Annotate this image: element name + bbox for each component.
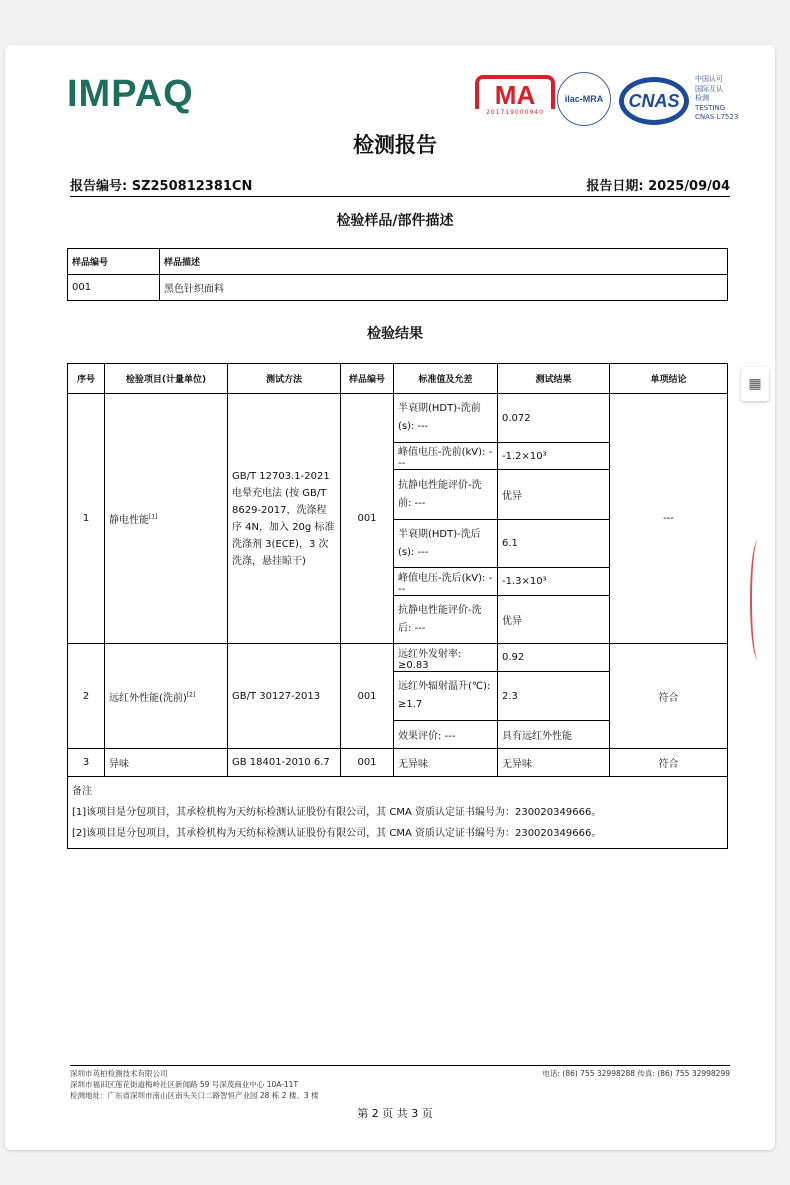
contact: 电话: (86) 755 32998288 传真: (86) 755 32998299: [542, 1069, 730, 1078]
table-row: [68, 275, 728, 301]
table-extract-icon[interactable]: ▦: [741, 367, 769, 401]
result: 无异味: [498, 749, 610, 777]
sample-no: 001: [341, 644, 394, 749]
header-cell: 样品描述: [160, 249, 728, 275]
test-item: 异味: [105, 749, 228, 777]
standard: 半衰期(HDT)-洗前(s): ---: [394, 394, 498, 443]
report-number: 报告编号: SZ250812381CN: [70, 179, 253, 194]
result: 0.92: [498, 644, 610, 672]
cma-logo: MA 201719000940: [475, 75, 555, 125]
conclusion: 符合: [610, 749, 728, 777]
conclusion: ---: [610, 394, 728, 644]
footer: [70, 1065, 730, 1101]
conclusion: 符合: [610, 644, 728, 749]
report-date: 报告日期: 2025/09/04: [586, 179, 730, 194]
header-cell: 测试方法: [228, 364, 341, 394]
ilac-mra-logo: ilac-MRA: [557, 72, 611, 126]
sample-desc: 黑色针织面料: [160, 275, 728, 301]
test-method: GB/T 12703.1-2021 电晕充电法 (按 GB/T 8629-2017，洗涤程序 4N，加入 20g 标准洗涤剂 3(ECE)，3 次洗涤，悬挂晾干): [228, 394, 341, 644]
standard: 远红外发射率: ≥0.83: [394, 644, 498, 672]
result: 优异: [498, 596, 610, 644]
standard: 效果评价: ---: [394, 721, 498, 749]
result: 6.1: [498, 520, 610, 568]
sample-table: [67, 248, 728, 301]
impaq-logo: IMPAQ: [67, 73, 194, 115]
standard: 峰值电压-洗后(kV): ---: [394, 568, 498, 596]
result: 优异: [498, 470, 610, 520]
header-cell: 样品编号: [68, 249, 160, 275]
row-no: 3: [68, 749, 105, 777]
company-name: 深圳市英柏检测技术有限公司: [70, 1069, 168, 1078]
result: -1.3×10³: [498, 568, 610, 596]
result-table: [67, 363, 728, 849]
result: 具有远红外性能: [498, 721, 610, 749]
notes: 备注 [1]该项目是分包项目，其承检机构为天纺标检测认证股份有限公司，其 CMA 资质认定证书编号为：230020349666。 [2]该项目是分包项目，其承检机构为天纺标检测认证股份有限公司，其 CMA 资质认定证书编号为：230020349666。: [68, 777, 728, 849]
standard: 抗静电性能评价-洗前: ---: [394, 470, 498, 520]
result: 0.072: [498, 394, 610, 443]
sample-no: 001: [341, 749, 394, 777]
test-item: 静电性能[1]: [105, 394, 228, 644]
row-no: 2: [68, 644, 105, 749]
cnas-text: 中国认可 国际互认 检测 TESTING CNAS L7523: [695, 75, 739, 121]
page-title: 检测报告: [353, 133, 437, 157]
table-row: [68, 644, 728, 672]
page-number: 第 2 页 共 3 页: [357, 1107, 433, 1120]
seal-stamp: [750, 540, 766, 660]
header-cell: 标准值及允差: [394, 364, 498, 394]
test-method: GB/T 30127-2013: [228, 644, 341, 749]
cnas-logo: CNAS: [619, 77, 689, 125]
notes-row: [68, 777, 728, 849]
row-no: 1: [68, 394, 105, 644]
standard: 无异味: [394, 749, 498, 777]
standard: 抗静电性能评价-洗后: ---: [394, 596, 498, 644]
sample-section-title: 检验样品/部件描述: [336, 213, 454, 229]
standard: 远红外辐射温升(℃): ≥1.7: [394, 672, 498, 721]
header-cell: 序号: [68, 364, 105, 394]
table-row: [68, 749, 728, 777]
header-cell: 测试结果: [498, 364, 610, 394]
header-cell: 检验项目(计量单位): [105, 364, 228, 394]
report-page: [5, 45, 775, 1150]
result: -1.2×10³: [498, 443, 610, 470]
report-header: [70, 175, 730, 197]
address: 深圳市福田区莲花街道梅岭社区新闻路 59 号深茂商业中心 10A-11T: [70, 1080, 299, 1089]
standard: 峰值电压-洗前(kV): ---: [394, 443, 498, 470]
sample-no: 001: [341, 394, 394, 644]
result-section-title: 检验结果: [367, 326, 423, 342]
header-cell: 样品编号: [341, 364, 394, 394]
standard: 半衰期(HDT)-洗后(s): ---: [394, 520, 498, 568]
header-cell: 单项结论: [610, 364, 728, 394]
sample-id: 001: [68, 275, 160, 301]
result: 2.3: [498, 672, 610, 721]
lab-address: 检测地址：广东省深圳市南山区南头关口二路智恒产业园 28 栋 2 楼、3 楼: [70, 1091, 319, 1100]
test-item: 远红外性能(洗前)[2]: [105, 644, 228, 749]
test-method: GB 18401-2010 6.7: [228, 749, 341, 777]
table-row: [68, 394, 728, 443]
